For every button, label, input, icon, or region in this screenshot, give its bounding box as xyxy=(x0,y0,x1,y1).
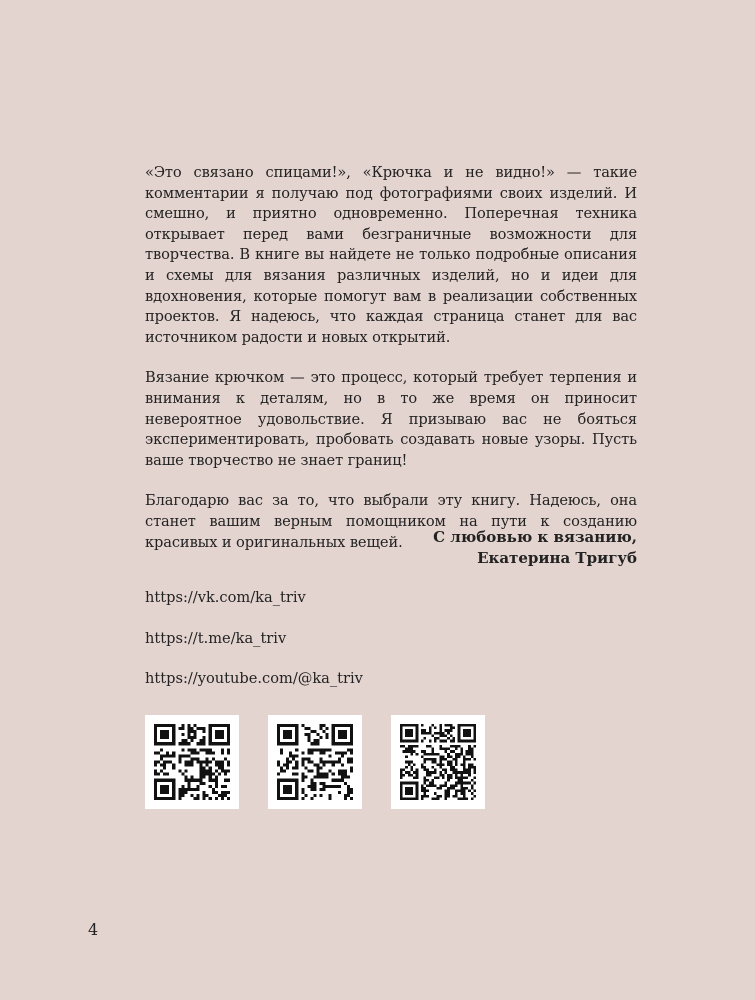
vk-link[interactable]: https://vk.com/ka_triv xyxy=(145,589,306,606)
qr-modules xyxy=(277,724,353,800)
qr-code-vk-icon[interactable] xyxy=(145,715,239,809)
qr-code-telegram-icon[interactable] xyxy=(268,715,362,809)
paragraph-2: Вязание крючком — это процесс, который требует терпения и внимания к деталям, но в то же время он приносит невероятное удовольствие. Я призываю вас не бояться экспериментировать, пробовать создавать новые узоры. Пусть ваше творчество не знает границ! xyxy=(145,369,637,469)
social-links xyxy=(145,588,363,710)
paragraph-1: «Это связано спицами!», «Крючка и не видно!» — такие комментарии я получаю под фотографиями своих изделий. И смешно, и приятно одновременно. Поперечная техника открывает перед вами безграничные возможности для творчества. В книге вы найдете не только подробные описания и схемы для вязания различных изделий, но и идеи для вдохновения, которые помогут вам в реализации собственных проектов. Я надеюсь, что каждая страница станет для вас источником радости и новых открытий. xyxy=(145,164,637,346)
page-number: 4 xyxy=(88,920,99,939)
telegram-link[interactable]: https://t.me/ka_triv xyxy=(145,629,287,647)
qr-modules xyxy=(400,724,476,800)
qr-code-youtube-icon[interactable] xyxy=(391,715,485,809)
intro-text xyxy=(145,163,637,573)
author-signature xyxy=(145,527,637,568)
qr-modules xyxy=(154,724,230,800)
signature-author-name: Екатерина Тригуб xyxy=(477,548,637,567)
paragraph-3: Благодарю вас за то, что выбрали эту книгу. Надеюсь, она станет вашим верным помощником на пути к созданию красивых и оригинальных вещей. xyxy=(145,492,637,551)
signature-line-1: С любовью к вязанию, xyxy=(433,528,637,546)
youtube-link[interactable]: https://youtube.com/@ka_triv xyxy=(145,670,363,687)
